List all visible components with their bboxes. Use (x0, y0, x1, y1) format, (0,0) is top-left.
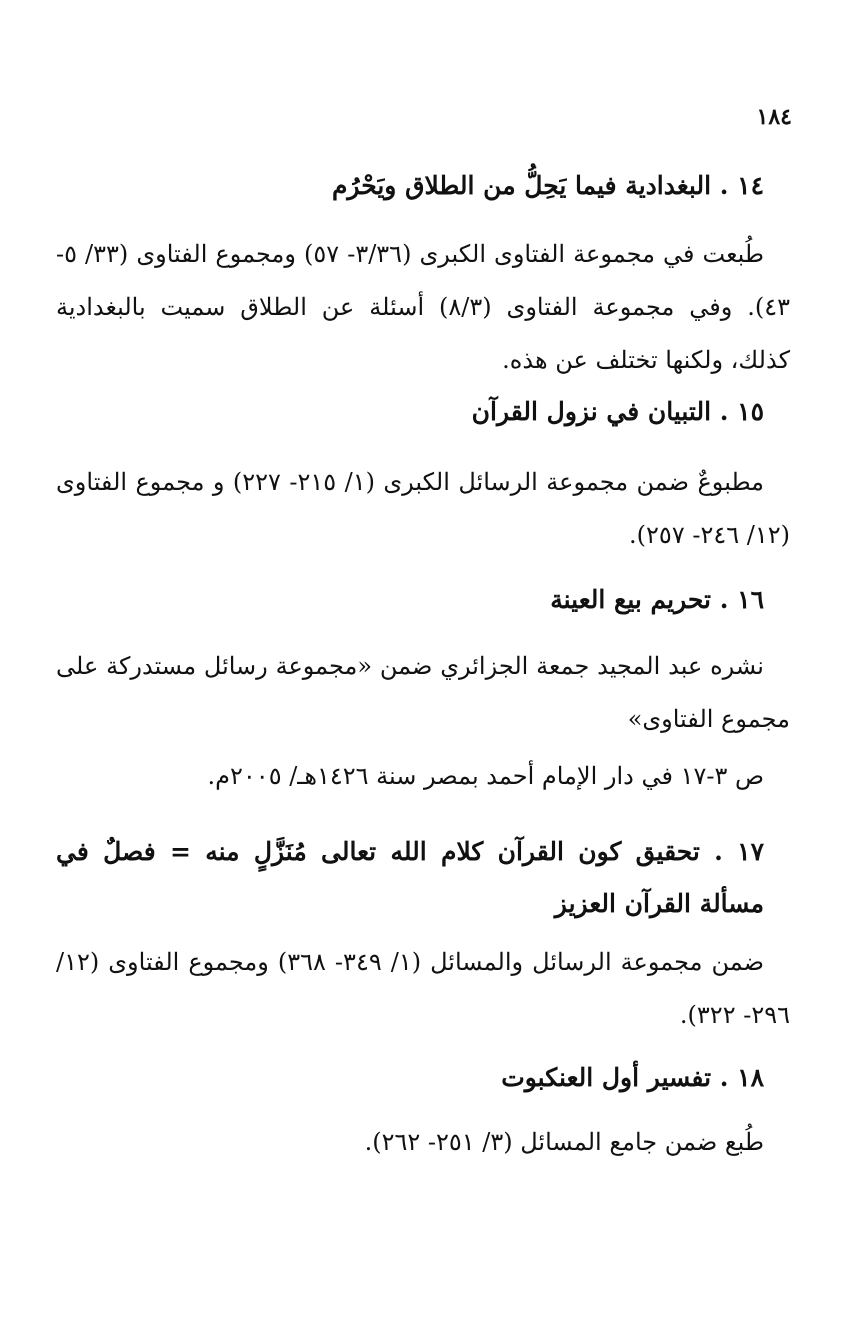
entry-14-heading: ١٤ . البغدادية فيما يَحِلُّ من الطلاق ويَحْرُم (331, 171, 764, 200)
entry-17-paragraph: ضمن مجموعة الرسائل والمسائل (١/ ٣٤٩- ٣٦٨) ومجموع الفتاوى (١٢/ ٢٩٦- ٣٢٢). (56, 948, 790, 1029)
entry-18-heading: ١٨ . تفسير أول العنكبوت (501, 1063, 764, 1092)
entry-16-paragraph-2: ص ٣-١٧ في دار الإمام أحمد بمصر سنة ١٤٢٦هـ/ ٢٠٠٥م. (207, 762, 764, 790)
entry-15-heading: ١٥ . التبيان في نزول القرآن (471, 397, 764, 426)
entry-16-heading: ١٦ . تحريم بيع العينة (550, 585, 764, 614)
entry-18-paragraph: طُبع ضمن جامع المسائل (٣/ ٢٥١- ٢٦٢). (364, 1128, 764, 1156)
entry-17-heading: ١٧ . تحقيق كون القرآن كلام الله تعالى مُنَزَّلٍ منه = فصلٌ في مسألة القرآن العزيز (56, 837, 764, 918)
page-number: ١٨٤ (756, 104, 792, 130)
entry-15-paragraph: مطبوعٌ ضمن مجموعة الرسائل الكبرى (١/ ٢١٥- ٢٢٧) و مجموع الفتاوى (١٢/ ٢٤٦- ٢٥٧). (56, 468, 790, 549)
entry-16-paragraph: نشره عبد المجيد جمعة الجزائري ضمن «مجموعة رسائل مستدركة على مجموع الفتاوى» (56, 652, 790, 733)
entry-14-paragraph: طُبعت في مجموعة الفتاوى الكبرى (٣/٣٦- ٥٧) ومجموع الفتاوى (٣٣/ ٥- ٤٣). وفي مجموعة الفتاوى (٨/٣) أسئلة عن الطلاق سميت بالبغدادية كذلك، ولكنها تختلف عن هذه. (56, 240, 790, 374)
